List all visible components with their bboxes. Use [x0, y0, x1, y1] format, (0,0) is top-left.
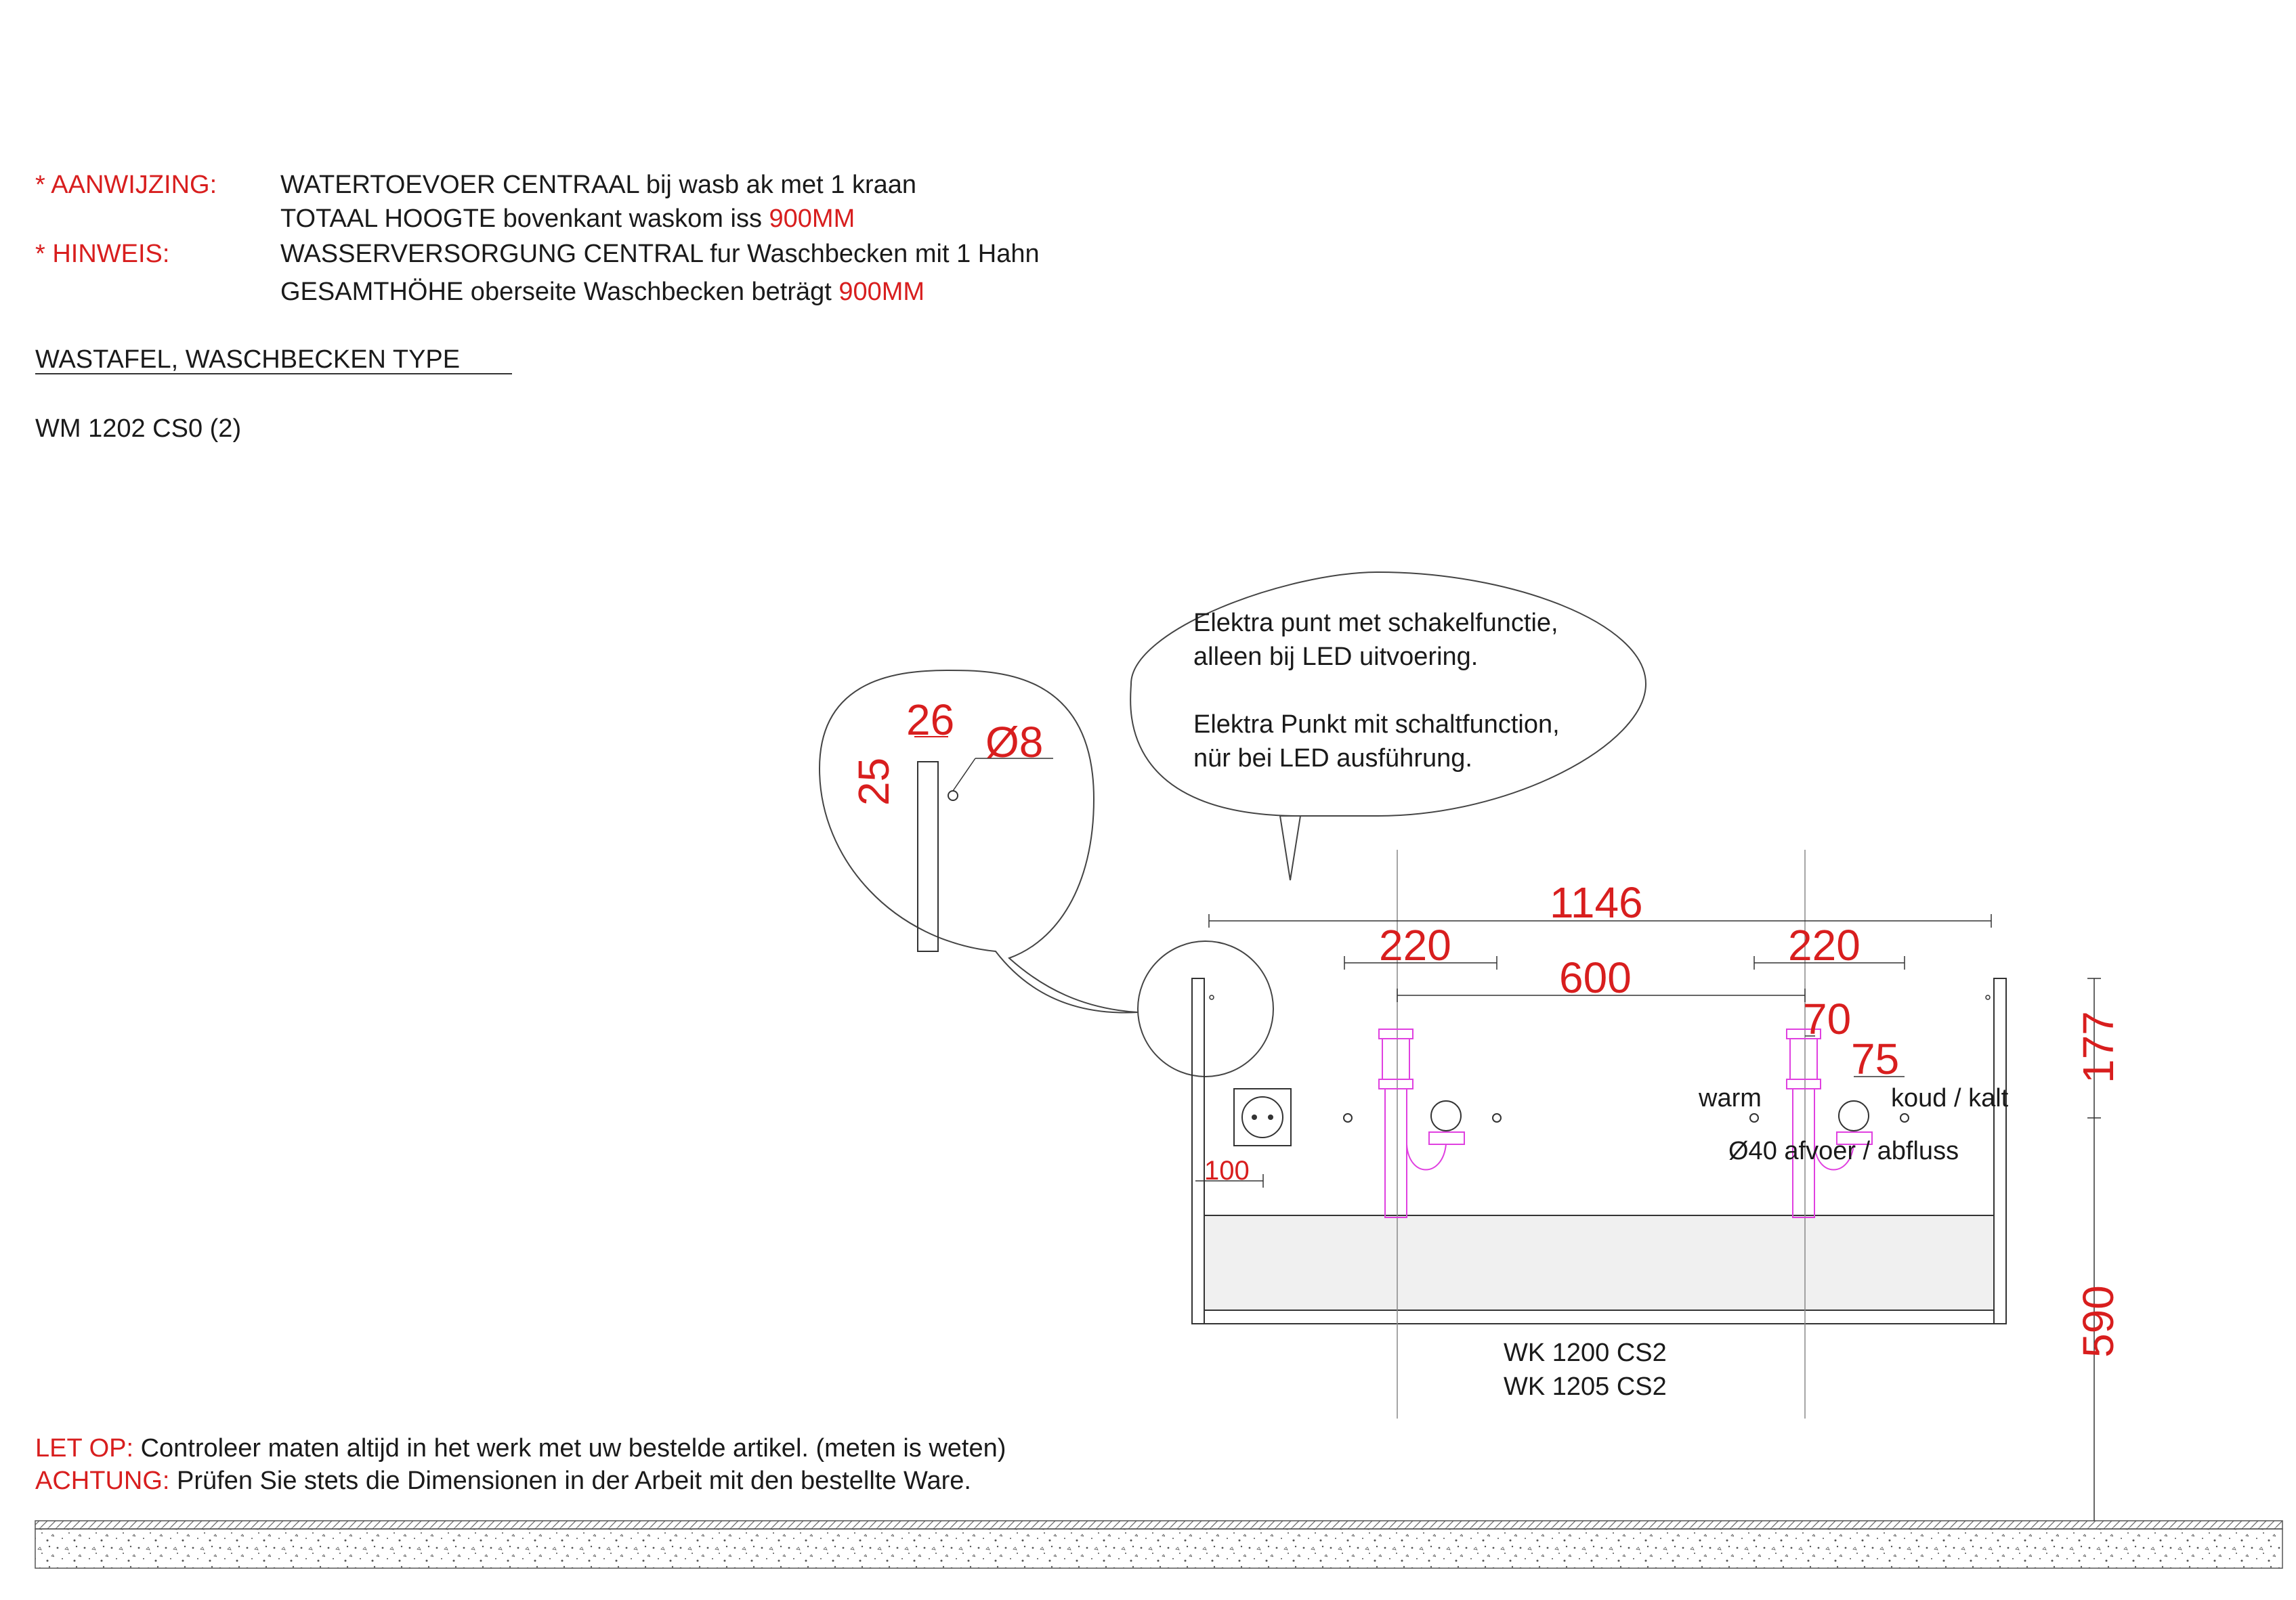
label-cold: koud / kalt	[1891, 1084, 2009, 1112]
water-point-right-warm	[1750, 1114, 1758, 1122]
dim-75: 75	[1851, 1035, 1900, 1083]
note-nl-height-value: 900MM	[769, 204, 855, 233]
detail-dim-height: 25	[849, 757, 898, 806]
note-de-label: * HINWEIS:	[35, 240, 170, 268]
detail-hole	[948, 791, 958, 800]
dim-height-floor: 590	[2074, 1285, 2123, 1358]
model-number: WM 1202 CS0 (2)	[35, 414, 242, 443]
note-de-line2-text: GESAMTHÖHE oberseite Waschbecken beträgt	[280, 278, 832, 306]
detail-bubble	[820, 670, 1138, 1013]
detail-dim-width: 26	[906, 695, 955, 744]
warning-nl-text: Controleer maten altijd in het werk met uw bestelde artikel. (meten is weten)	[140, 1434, 1006, 1463]
note-de-height-value: 900MM	[838, 278, 925, 306]
warning-de-text: Prüfen Sie stets die Dimensionen in der Arbeit mit den bestellte Ware.	[177, 1467, 971, 1495]
cabinet-drawer	[1204, 1215, 1994, 1310]
power-socket-icon	[1234, 1089, 1291, 1146]
magnifier-circle	[1138, 941, 1273, 1077]
siphon-left	[1379, 1029, 1464, 1217]
note-nl-line2-text: TOTAAL HOOGTE bovenkant waskom iss	[280, 204, 762, 233]
note-nl-line1: WATERTOEVOER CENTRAAL bij wasb ak met 1 kraan	[280, 171, 917, 199]
cabinet-model-1: WK 1200 CS2	[1504, 1339, 1667, 1367]
warning-de-label: ACHTUNG:	[35, 1467, 170, 1495]
dim-height-top: 177	[2074, 1011, 2123, 1083]
water-point-left-cold	[1493, 1114, 1501, 1122]
callout-bubble	[1130, 572, 1646, 880]
cabinet-right-side	[1994, 978, 2006, 1324]
dim-70: 70	[1803, 995, 1852, 1043]
detail-dim-hole: Ø8	[985, 718, 1044, 766]
dim-left-offset: 220	[1379, 921, 1451, 970]
callout-nl-line2: alleen bij LED uitvoering.	[1193, 643, 1479, 671]
detail-panel-section	[918, 762, 938, 951]
label-drain: Ø40 afvoer / abfluss	[1728, 1137, 1959, 1165]
dim-right-offset: 220	[1788, 921, 1861, 970]
label-warm: warm	[1699, 1084, 1762, 1112]
type-header: WASTAFEL, WASCHBECKEN TYPE	[35, 345, 461, 374]
water-point-right-cold	[1900, 1114, 1909, 1122]
dim-center: 600	[1559, 953, 1632, 1002]
warning-nl-label: LET OP:	[35, 1434, 134, 1463]
cabinet-model-2: WK 1205 CS2	[1504, 1372, 1667, 1401]
floor	[35, 1521, 2282, 1568]
callout-de-line1: Elektra Punkt mit schaltfunction,	[1193, 710, 1560, 739]
callout-de-line2: nür bei LED ausführung.	[1193, 744, 1472, 773]
note-nl-label: * AANWIJZING:	[35, 171, 217, 199]
dim-100: 100	[1204, 1156, 1250, 1186]
water-point-left-warm	[1344, 1114, 1352, 1122]
dim-total-width: 1146	[1550, 878, 1643, 927]
callout-nl-line1: Elektra punt met schakelfunctie,	[1193, 609, 1558, 637]
note-de-line1: WASSERVERSORGUNG CENTRAL fur Waschbecken mit 1 Hahn	[280, 240, 1040, 268]
cabinet-left-side	[1192, 978, 1204, 1324]
